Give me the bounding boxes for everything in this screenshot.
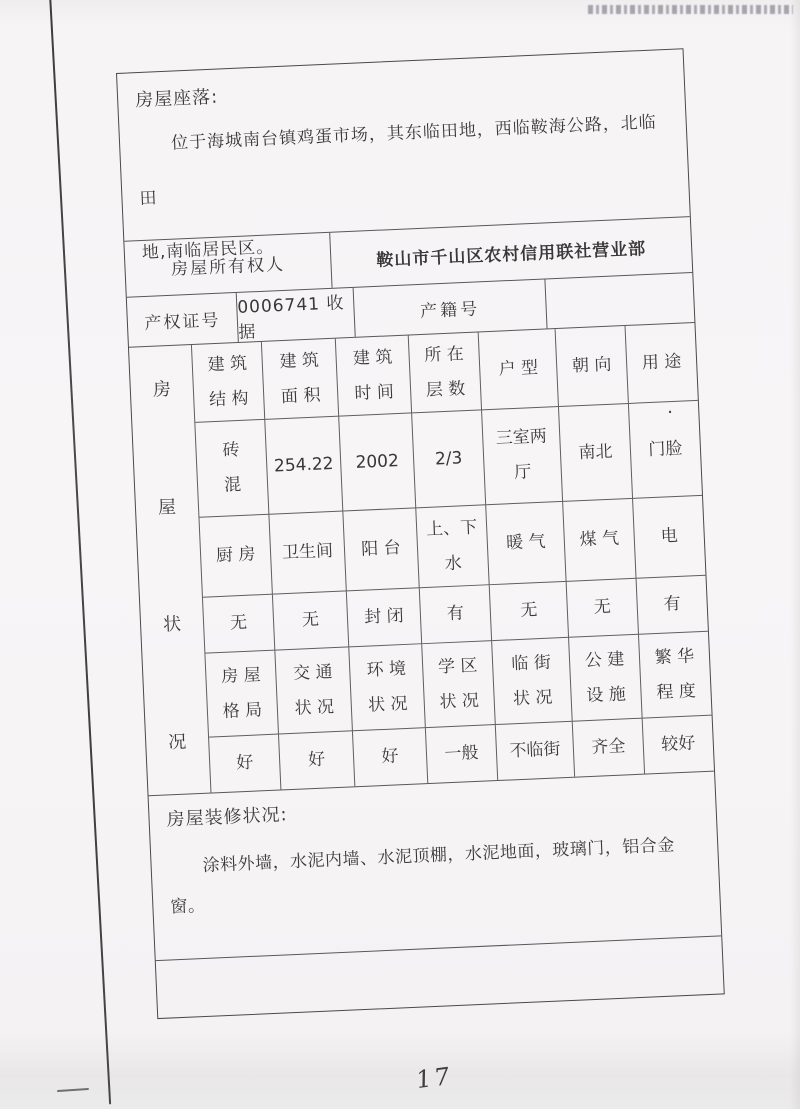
grid-cell: 2/3 — [412, 410, 486, 508]
grid-cell: 厨 房 — [199, 515, 272, 598]
pen-mark — [57, 1088, 89, 1092]
cert-label: 产权证号 — [127, 293, 239, 347]
decoration-label: 房屋装修状况: — [166, 804, 289, 831]
grid-cell: 无 — [567, 579, 639, 638]
grid-cell: 齐全 — [573, 719, 645, 777]
side-char-4: 况 — [167, 731, 187, 754]
grid-cell: 临 街 状 况 — [492, 638, 573, 725]
handwritten-page-number: 17 — [415, 1061, 453, 1095]
grid-cell: 有 — [637, 576, 708, 635]
cert-value: 0006741 收据 — [237, 288, 356, 342]
grid-cell: 环 境 状 况 — [349, 644, 426, 731]
side-char-3: 状 — [162, 614, 182, 636]
registry-value — [545, 273, 694, 328]
grid-cell: 无 — [273, 591, 349, 650]
grid-cell: 一般 — [426, 725, 498, 783]
stray-dot-mark: · — [666, 402, 674, 424]
grid-cell: 砖 混 — [195, 420, 269, 518]
grid-cell: 学 区 状 况 — [422, 641, 496, 728]
grid-cell: 无 — [490, 582, 569, 641]
status-grid — [129, 323, 714, 796]
grid-cell: 好 — [209, 735, 281, 793]
grid-cell: 封 闭 — [347, 588, 422, 647]
grid-cell: 2002 — [339, 413, 416, 511]
usage-value-text: 门脸 — [647, 438, 683, 460]
grid-cell: 电 — [633, 496, 705, 579]
grid-cell: 所 在 层 数 — [409, 332, 482, 413]
side-char-2: 屋 — [157, 496, 177, 519]
location-label: 房屋座落: — [134, 86, 219, 112]
grid-cell: 房 屋 格 局 — [205, 651, 279, 738]
side-char-1: 房 — [152, 378, 172, 401]
grid-cell: 三室两 厅 — [482, 407, 563, 505]
decoration-text: 涂料外墙，水泥内墙、水泥顶棚，水泥地面，玻璃门，铝合金窗。 — [170, 835, 676, 918]
decoration-section — [149, 772, 722, 962]
grid-cell: 建 筑 面 积 — [262, 339, 339, 420]
owner-label: 房屋所有权人 — [124, 233, 332, 297]
grid-cell: 不临街 — [496, 722, 575, 780]
grid-cell-usage-value — [629, 401, 702, 499]
owner-value: 鞍山市千山区农村信用联社营业部 — [376, 239, 647, 271]
registry-label: 产籍号 — [354, 279, 548, 336]
grid-cell: 煤 气 — [563, 499, 636, 582]
location-text: 位于海城南台镇鸡蛋市场，其东临田地，西临鞍海公路，北临田 地,南临居民区。 — [139, 112, 658, 264]
grid-cell: 无 — [203, 595, 275, 654]
grid-cell: 好 — [279, 731, 355, 789]
grid-cell: 建 筑 结 构 — [192, 342, 265, 423]
cut-off-text-strip — [588, 5, 793, 14]
form-table — [116, 48, 725, 1019]
grid-cell: 卫生间 — [269, 512, 346, 595]
grid-cell: 户 型 — [479, 329, 559, 410]
grid-cell: 朝 向 — [556, 326, 629, 407]
grid-cell: 用 途 — [626, 323, 698, 404]
grid-cell: 公 建 设 施 — [569, 635, 643, 722]
grid-cell: 暖 气 — [486, 502, 566, 585]
binding-edge-line — [49, 0, 111, 1104]
scan-right-shadow — [790, 0, 800, 1109]
grid-cell: 254.22 — [265, 417, 343, 515]
grid-cell: 阳 台 — [343, 508, 419, 591]
grid-cell: 较好 — [660, 733, 696, 755]
grid-cell: 有 — [420, 585, 492, 644]
grid-cell: 好 — [353, 728, 428, 786]
grid-cell: 交 通 状 况 — [275, 647, 353, 734]
grid-cell: 南北 — [559, 404, 633, 502]
grid-cell: 上、下 水 — [416, 505, 489, 588]
grid-cell: 建 筑 时 间 — [336, 335, 412, 416]
grid-cell: 繁 华 程 度 — [639, 632, 712, 719]
